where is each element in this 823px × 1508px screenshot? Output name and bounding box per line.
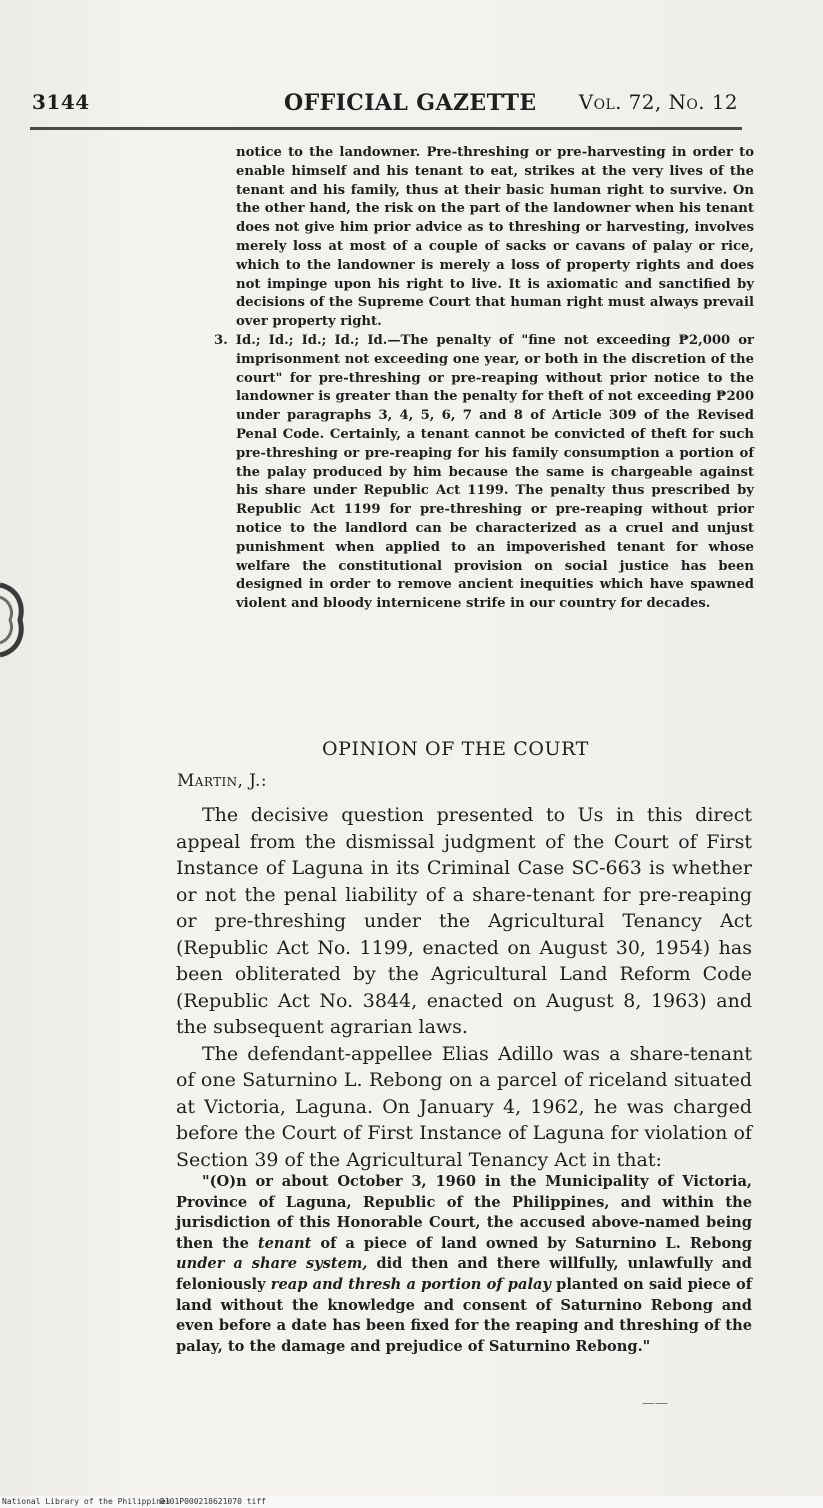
header-rule bbox=[30, 127, 742, 130]
opinion-paragraph-2: The defendant-appellee Elias Adillo was a share-tenant of one Saturnino L. Rebong on a parcel of riceland situated at Victoria, Laguna. On January 4, 1962, he was charged before the Court of First Instance of Laguna for violation of Section 39 of the Agricultural Tenancy Act in that: bbox=[176, 1042, 752, 1171]
syllabus-continued-paragraph: notice to the landowner. Pre-threshing or pre-harvesting in order to enable himself and his tenant to eat, strikes at the very lives of the tenant and his family, thus at their basic human right to survive. On the other hand, the risk on the part of the landowner when his tenant does not give him prior advice as to threshing or harvesting, involves merely loss at most of a couple of sacks or cavans of palay or rice, which to the landowner is merely a loss of property rights and does not impinge upon his right to live. It is axiomatic and sanctified by decisions of the Supreme Court that human right must always prevail over property right. bbox=[236, 145, 754, 330]
quote-part-3: did then and there willfully, unlawfully and feloniously bbox=[176, 1255, 752, 1293]
volume-number: Vol. 72, No. 12 bbox=[578, 90, 738, 114]
binding-ring-icon bbox=[0, 575, 26, 665]
quote-part-1: "(O)n or about October 3, 1960 in the Municipality of Victoria, Province of Laguna, Republic of the Philippines, and within the jurisdiction of this Honorable Court, the accused above-named being then the bbox=[176, 1173, 752, 1252]
scan-footer bbox=[0, 1496, 823, 1508]
opinion-body bbox=[176, 802, 752, 1173]
scan-file: D101P000218621070 tiff bbox=[160, 1497, 266, 1506]
syllabus-section bbox=[214, 144, 754, 614]
syllabus-item-3 bbox=[214, 332, 754, 614]
publication-title: OFFICIAL GAZETTE bbox=[284, 90, 537, 116]
opinion-paragraph-1: The decisive question presented to Us in this direct appeal from the dismissal judgment of the Court of First Instance of Laguna in its Criminal Case SC-663 is whether or not the penal liability of a share-tenant for pre-reaping or pre-threshing under the Agricultural Tenancy Act (Republic Act No. 1199, enacted on August 30, 1954) has been obliterated by the Agricultural Land Reform Code (Republic Act No. 3844, enacted on August 8, 1963) and the subsequent agrarian laws. bbox=[176, 804, 752, 1038]
information-quote bbox=[176, 1172, 752, 1357]
syllabus-item-3-label: 3. Id.; Id.; Id.; Id.; Id.— bbox=[214, 332, 401, 348]
ponente: Martin, J.: bbox=[177, 771, 267, 791]
page-number: 3144 bbox=[32, 90, 90, 114]
quote-italic-share-system: under a share system, bbox=[176, 1255, 368, 1273]
syllabus-item-3-text: The penalty of "fine not exceeding ₱2,000 or imprisonment not exceeding one year, or both in the discretion of the court" for pre-threshing or pre-reaping without prior notice to the landowner is greater than the penalty for theft of not exceeding ₱200 under paragraphs 3, 4, 5, 6, 7 and 8 of Article 309 of the Revised Penal Code. Certainly, a tenant cannot be convicted of theft for such pre-threshing or pre-reaping for his family consumption a portion of the palay produced by him because the same is chargeable against his share under Republic Act 1199. The penalty thus prescribed by Republic Act 1199 for pre-threshing or pre-reaping without prior notice to the landlord can be characterized as a cruel and unjust punishment when applied to an impoverished tenant for whose welfare the constitutional provision on social justice has been designed in order to remove ancient inequities which have spawned violent and bloody internicene strife in our country for decades. bbox=[236, 332, 754, 612]
scan-library: National Library of the Philippines bbox=[2, 1497, 171, 1506]
quote-paragraph bbox=[176, 1172, 752, 1357]
quote-italic-tenant: tenant bbox=[257, 1234, 312, 1252]
opinion-heading: OPINION OF THE COURT bbox=[322, 738, 589, 760]
quote-italic-reap-thresh: reap and thresh a portion of palay bbox=[270, 1275, 551, 1293]
page-continuation-mark: —— bbox=[642, 1396, 668, 1411]
quote-part-2: of a piece of land owned by Saturnino L. Rebong bbox=[311, 1234, 752, 1252]
page-header bbox=[32, 90, 744, 120]
quote-part-4: planted on said piece of land without the knowledge and consent of Saturnino Rebong and even before a date has been fixed for the reaping and threshing of the palay, to the damage and prejudice of Saturnino Rebong." bbox=[176, 1275, 753, 1355]
